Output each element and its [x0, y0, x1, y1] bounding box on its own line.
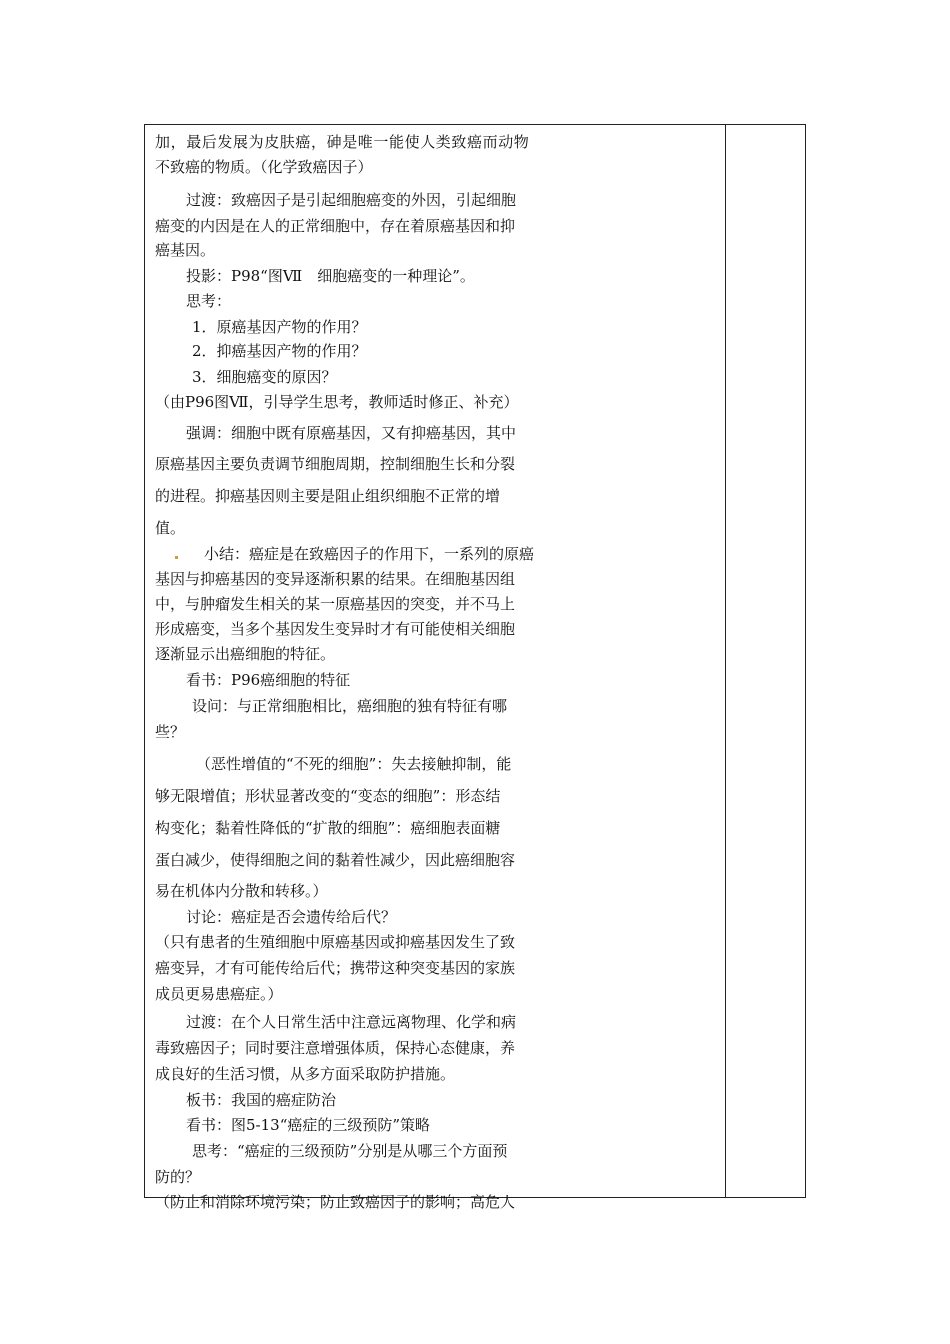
text-line: 思考：“癌症的三级预防”分别是从哪三个方面预: [192, 1142, 508, 1160]
text-line: （防止和消除环境污染；防止致癌因子的影响；高危人: [155, 1193, 516, 1211]
text-line: 过渡：致癌因子是引起细胞癌变的外因，引起细胞: [186, 191, 517, 209]
text-line: 加，最后发展为皮肤癌，砷是唯一能使人类致癌而动物: [155, 133, 530, 151]
text-line: 过渡：在个人日常生活中注意远离物理、化学和病: [186, 1013, 517, 1031]
scan-mark: [175, 556, 178, 559]
text-line: 防的？: [155, 1168, 201, 1186]
text-line: 癌基因。: [155, 241, 216, 259]
lesson-table: [144, 124, 806, 1211]
text-line: （只有患者的生殖细胞中原癌基因或抑癌基因发生了致: [155, 933, 516, 951]
text-line: 板书：我国的癌症防治: [186, 1091, 337, 1109]
text-line: 成良好的生活习惯，从多方面采取防护措施。: [155, 1065, 456, 1083]
text-line: 设问：与正常细胞相比，癌细胞的独有特征有哪: [192, 697, 508, 715]
text-line: 不致癌的物质。（化学致癌因子）: [155, 158, 373, 176]
text-line: 讨论：癌症是否会遗传给后代？: [186, 908, 397, 926]
text-line: 强调：细胞中既有原癌基因，又有抑癌基因，其中: [186, 424, 517, 442]
text-line: 值。: [155, 519, 186, 537]
text-line: 基因与抑癌基因的变异逐渐积累的结果。在细胞基因组: [155, 570, 516, 588]
text-line: 够无限增值；形状显著改变的“变态的细胞”：形态结: [155, 787, 501, 805]
text-line: 小结：癌症是在致癌因子的作用下，一系列的原癌: [204, 545, 535, 563]
text-line: （恶性增值的“不死的细胞”：失去接触抑制，能: [196, 755, 512, 773]
text-line: 癌变的内因是在人的正常细胞中，存在着原癌基因和抑: [155, 217, 516, 235]
text-line: 1．原癌基因产物的作用？: [192, 318, 367, 336]
text-line: 3．细胞癌变的原因？: [192, 368, 337, 386]
text-line: 思考：: [186, 292, 232, 310]
text-line: 中，与肿瘤发生相关的某一原癌基因的突变，并不马上: [155, 595, 516, 613]
text-line: 逐渐显示出癌细胞的特征。: [155, 645, 336, 663]
text-line: 原癌基因主要负责调节细胞周期，控制细胞生长和分裂: [155, 455, 516, 473]
text-line: 癌变异，才有可能传给后代；携带这种突变基因的家族: [155, 959, 516, 977]
text-line: 蛋白减少，使得细胞之间的黏着性减少，因此癌细胞容: [155, 851, 516, 869]
text-line: （由P96图Ⅶ，引导学生思考，教师适时修正、补充）: [155, 393, 519, 411]
text-line: 的进程。抑癌基因则主要是阻止组织细胞不正常的增: [155, 487, 501, 505]
text-line: 形成癌变，当多个基因发生变异时才有可能使相关细胞: [155, 620, 516, 638]
text-line: 投影：P98“图Ⅶ 细胞癌变的一种理论”。: [186, 267, 475, 285]
text-line: 看书：图5-13“癌症的三级预防”策略: [186, 1116, 431, 1134]
text-line: 看书：P96癌细胞的特征: [186, 671, 351, 689]
text-line: 构变化；黏着性降低的“扩散的细胞”：癌细胞表面糖: [155, 819, 501, 837]
text-line: 毒致癌因子；同时要注意增强体质，保持心态健康，养: [155, 1039, 516, 1057]
text-line: 成员更易患癌症。）: [155, 985, 283, 1003]
text-line: 2．抑癌基因产物的作用？: [192, 342, 367, 360]
text-line: 些？: [155, 723, 186, 741]
column-divider: [725, 125, 726, 1197]
text-line: 易在机体内分散和转移。）: [155, 882, 328, 900]
